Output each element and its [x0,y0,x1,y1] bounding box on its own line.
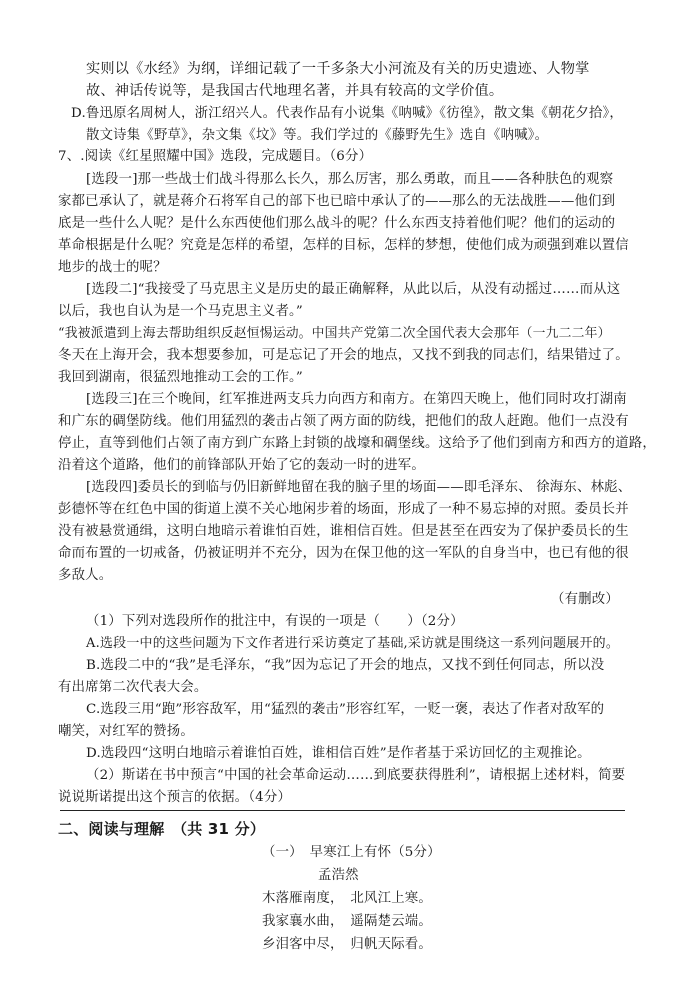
text-line: 没有被悬赏通缉，这明白地暗示着谁怕百姓，谁相信百姓。但是甚至在西安为了保护委员长的生 [58,524,629,539]
poem-line: 乡泪客中尽， 归帆天际看。 [262,937,432,952]
option-c: C.选段三用“跑”形容敌军，用“猛烈的袭击”形容红军，一贬一褒，表达了作者对敌军的 [86,702,605,717]
text-line: 以后，我也自认为是一个马克思主义者。” [58,304,303,319]
text-line: 停止，直等到他们占领了南方到广东路上封锁的战壕和碉堡线。这给予了他们到南方和西方的道路， [58,436,656,451]
option-b-cont: 有出席第二次代表大会。 [58,680,208,695]
text-line: 彭德怀等在红色中国的街道上漠不关心地闲步着的场面，形成了一种不易忘掉的对照。委员长并 [58,502,629,517]
text-line: 多敌人。 [58,568,113,583]
text-line: “我被派遣到上海去帮助组织反赵恒惕运动。中国共产党第二次全国代表大会那年（一九二二年） [58,326,611,341]
text-line: 冬天在上海开会，我本想要参加，可是忘记了开会的地点，又找不到我的同志们，结果错过了。 [58,348,629,363]
option-c-cont: 嘲笑，对红军的赞扬。 [58,724,194,739]
text-line: [选段三]在三个晚间，红军推进两支兵力向西方和南方。在第四天晚上，他们同时攻打湖南 [86,392,627,407]
option-d: D.鲁迅原名周树人，浙江绍兴人。代表作品有小说集《呐喊》《彷徨》，散文集《朝花夕拾》， [71,106,624,121]
text-line: [选段二]“我接受了马克思主义是历史的最正确解释，从此以后，从没有动摇过……而从这 [86,282,621,297]
poem-title: （一） 早寒江上有怀（5分） [262,845,441,860]
text-line: 家都已承认了，就是蒋介石将军自己的部下也已暗中承认了的——那么的无法战胜——他们到 [58,194,616,209]
text-line: 和广东的碉堡防线。他们用猛烈的袭击占领了两方面的防线，把他们的敌人赶跑。他们一点没有 [58,414,629,429]
poem-line: 木落雁南度， 北风江上寒。 [262,891,432,906]
text-line: 革命根据是什么呢？究竟是怎样的希望，怎样的目标，怎样的梦想，使他们成为顽强到难以置信 [58,238,629,253]
text-line: 地步的战士的呢？ [58,260,167,275]
subquestion-1: （1）下列对选段所作的批注中，有误的一项是（ ）（2分） [86,614,464,629]
text-line: 沿着这个道路，他们的前锋部队开始了它的轰动一时的进军。 [58,458,425,473]
abridged-note: （有删改） [551,592,619,607]
subquestion-2: （2）斯诺在书中预言“中国的社会革命运动……到底要获得胜利”，请根据上述材料，简要 [86,768,626,783]
text-line: 我回到湖南，很猛烈地推动工会的工作。” [58,370,303,385]
poem-line: 我家襄水曲， 遥隔楚云端。 [262,914,432,929]
option-b: B.选段二中的“我”是毛泽东，“我”因为忘记了开会的地点，又找不到任何同志，所以没 [86,658,605,673]
option-a: A.选段一中的这些问题为下文作者进行采访奠定了基础,采访就是围绕这一系列问题展开的。 [86,636,620,651]
text-line: 底是一些什么人呢？是什么东西使他们那么战斗的呢？什么东西支持着他们呢？他们的运动的 [58,216,616,231]
text-line: 故、神话传说等，是我国古代地理名著，并具有较高的文学价值。 [86,83,504,99]
text-line: [选段四]委员长的到临与仍旧新鲜地留在我的脑子里的场面——即毛泽东、 徐海东、林彪、 [86,480,632,495]
subquestion-2-cont: 说说斯诺提出这个预言的依据。（4分） [58,790,292,805]
question-7-title: 7、.阅读《红星照耀中国》选段，完成题目。（6分） [58,149,373,164]
text-line: 命而布置的一切戒备，仍被证明并不充分，因为在保卫他的这一军队的自身当中，也已有他的很 [58,546,629,561]
text-line: [选段一]那一些战士们战斗得那么长久，那么厉害，那么勇敢，而且——各种肤色的观察 [86,172,614,187]
option-d-cont: 散文诗集《野草》，杂文集《坟》等。我们学过的《藤野先生》选自《呐喊》。 [86,128,549,143]
poem-author: 孟浩然 [318,868,359,883]
section-heading: 二、阅读与理解 （共 31 分） [58,820,266,838]
divider [60,810,625,811]
text-line: 实则以《水经》为纲，详细记载了一千多条大小河流及有关的历史遗迹、人物掌 [86,61,590,77]
option-d: D.选段四“这明白地暗示着谁怕百姓，谁相信百姓”是作者基于采访回忆的主观推论。 [86,746,591,761]
